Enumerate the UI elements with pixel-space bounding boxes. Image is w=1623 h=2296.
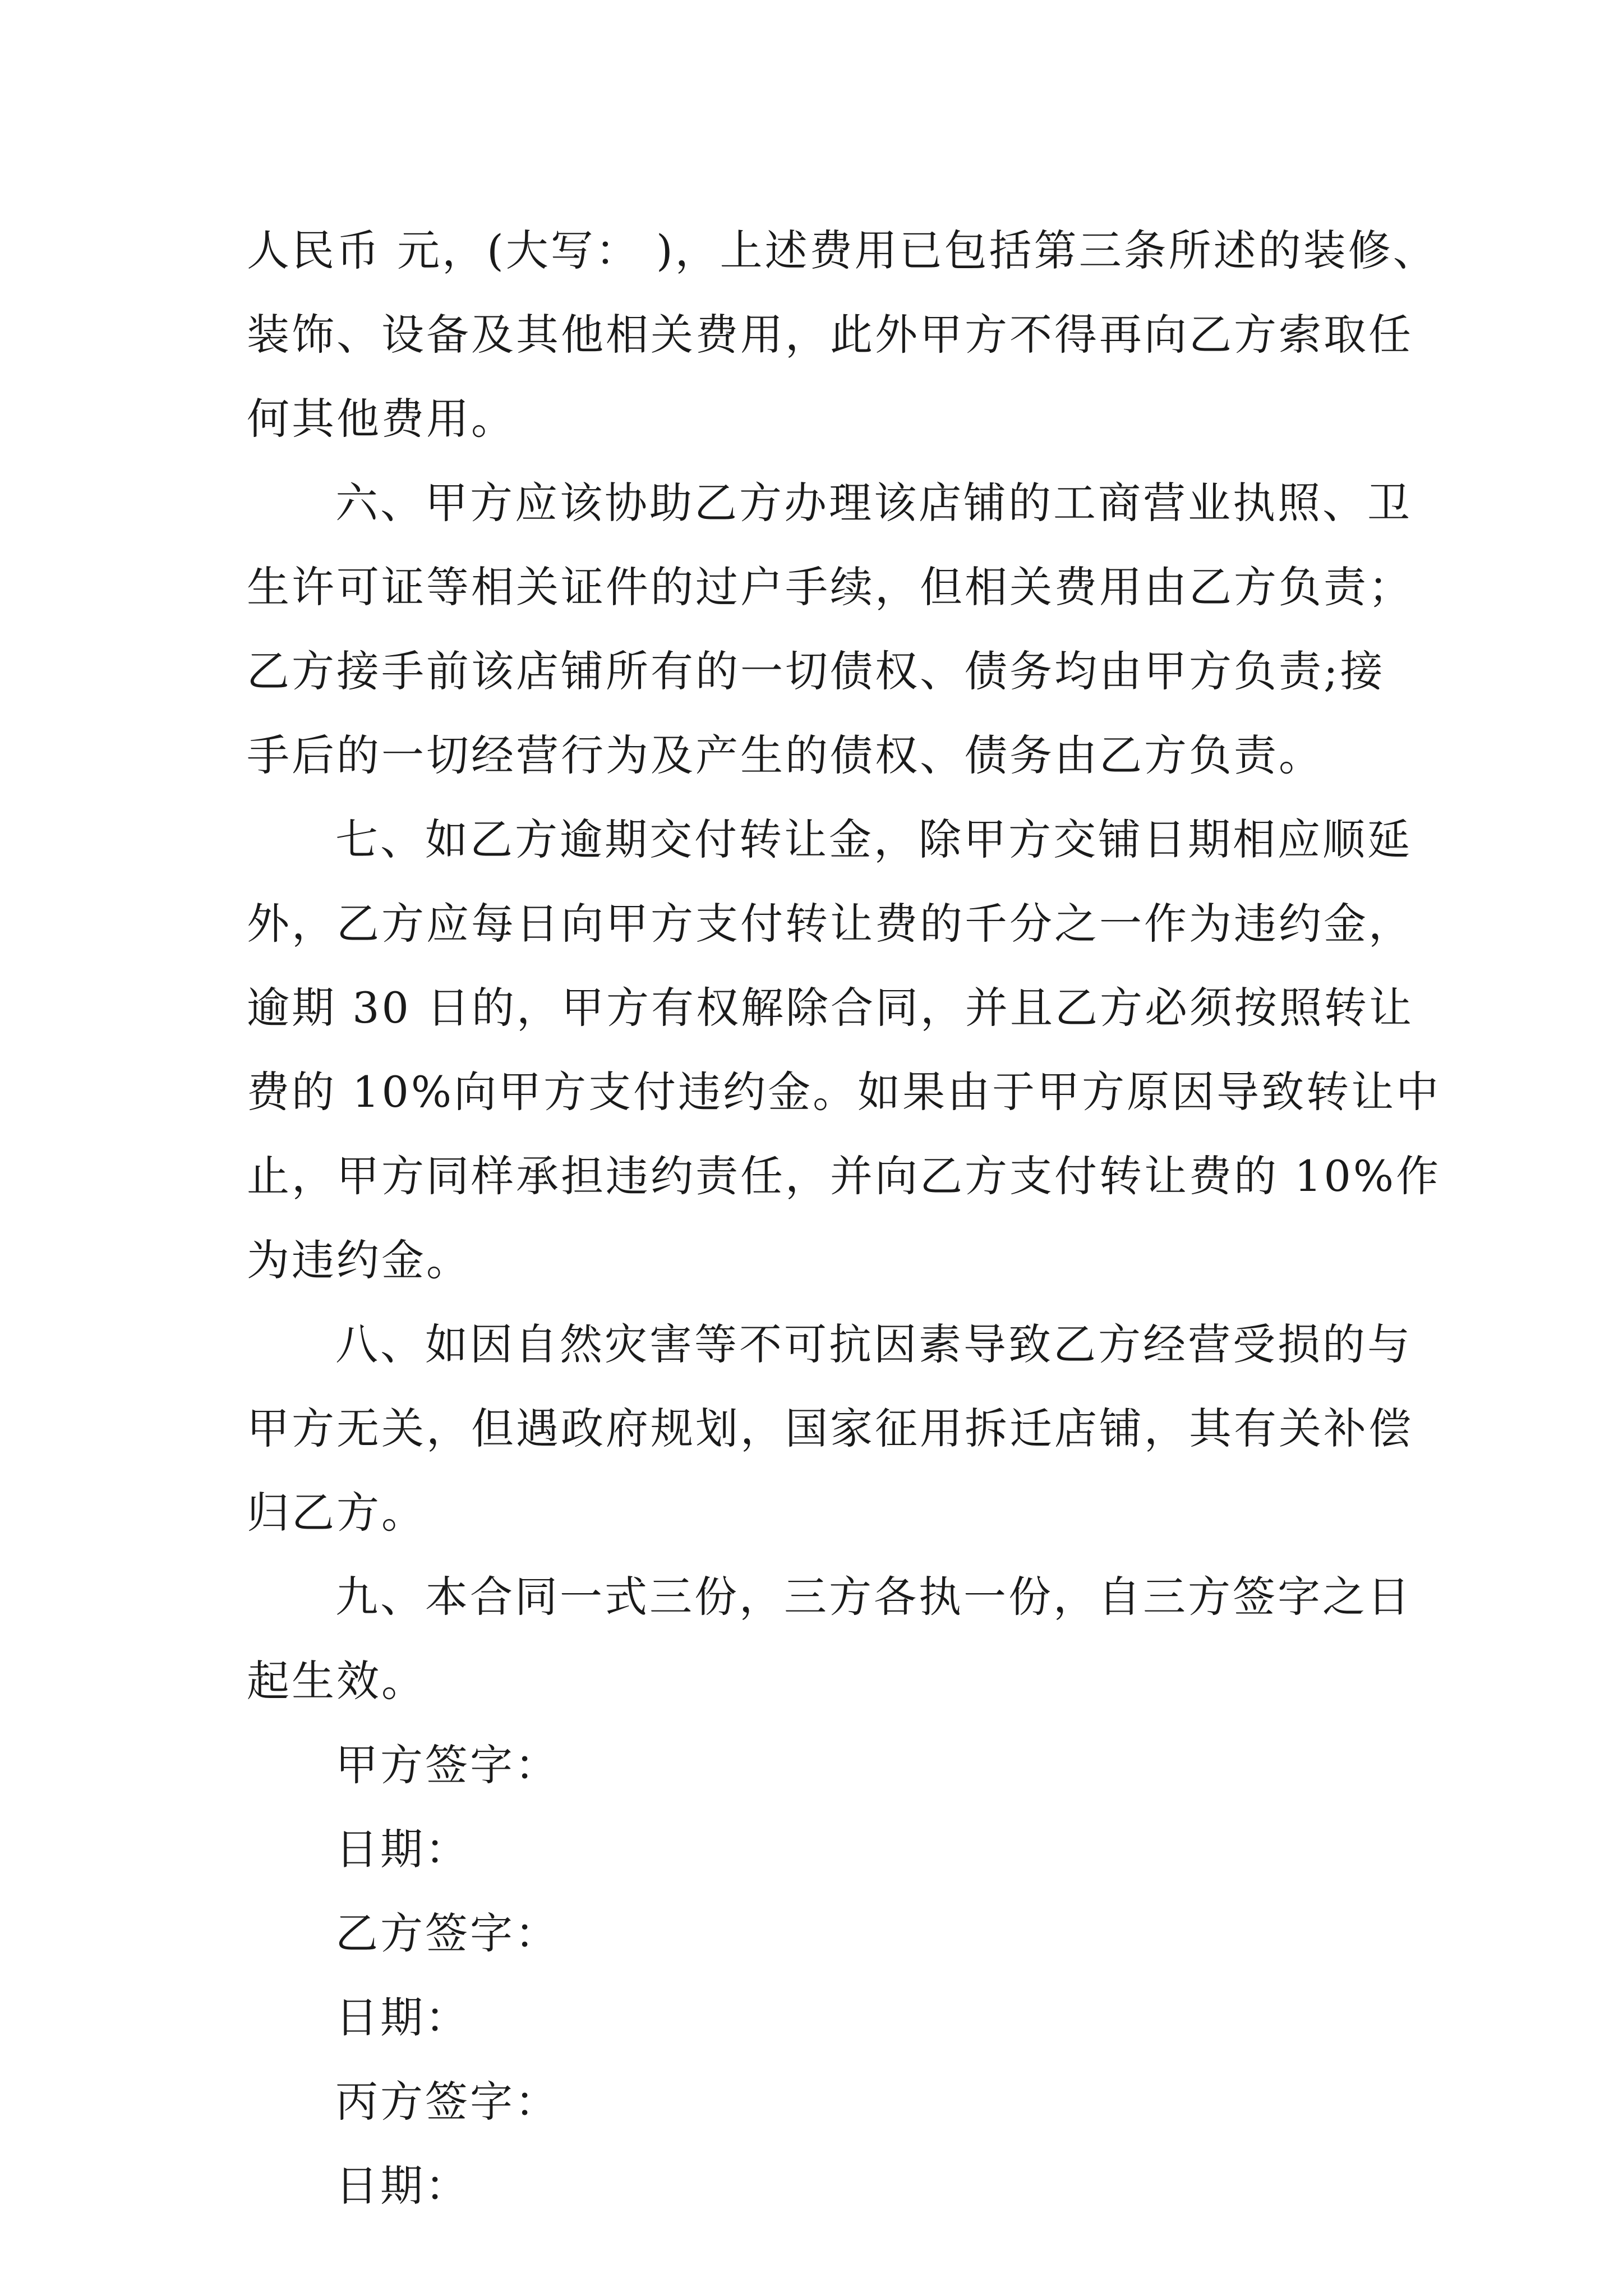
- text-line: 费的 10%向甲方支付违约金。如果由于甲方原因导致转让中: [247, 1067, 1441, 1117]
- text-line: 乙方接手前该店铺所有的一切债权、债务均由甲方负责;接: [247, 646, 1385, 696]
- text-line: 人民币 元，(大写： )，上述费用已包括第三条所述的装修、: [247, 226, 1438, 275]
- document-body: [247, 209, 1441, 2228]
- text-line: 起生效。: [247, 1656, 426, 1706]
- text-line: 何其他费用。: [247, 394, 516, 444]
- text-line: 止，甲方同样承担违约责任，并向乙方支付转让费的 10%作: [247, 1151, 1441, 1201]
- text-line: 装饰、设备及其他相关费用，此外甲方不得再向乙方索取任: [247, 310, 1413, 360]
- text-line: 甲方无关，但遇政府规划，国家征用拆迁店铺，其有关补偿: [247, 1404, 1413, 1453]
- text-line: 外，乙方应每日向甲方支付转让费的千分之一作为违约金，: [247, 899, 1413, 949]
- party-a-signature-label: 甲方签字：: [335, 1740, 560, 1790]
- text-line: 逾期 30 日的，甲方有权解除合同，并且乙方必须按照转让: [247, 983, 1414, 1033]
- text-line: 手后的一切经营行为及产生的债权、债务由乙方负责。: [247, 730, 1324, 780]
- clause-six-start: 六、甲方应该协助乙方办理该店铺的工商营业执照、卫: [335, 478, 1412, 528]
- party-b-date-label: 日期：: [335, 1993, 470, 2042]
- text-line: 归乙方。: [247, 1488, 426, 1538]
- clause-nine-start: 九、本合同一式三份，三方各执一份，自三方签字之日: [335, 1572, 1412, 1622]
- party-c-signature-label: 丙方签字：: [335, 2077, 560, 2127]
- text-line: 生许可证等相关证件的过户手续，但相关费用由乙方负责；: [247, 562, 1413, 612]
- party-a-date-label: 日期：: [335, 1824, 470, 1874]
- clause-seven-start: 七、如乙方逾期交付转让金，除甲方交铺日期相应顺延: [335, 815, 1412, 864]
- party-b-signature-label: 乙方签字：: [335, 1908, 560, 1958]
- clause-eight-start: 八、如因自然灾害等不可抗因素导致乙方经营受损的与: [335, 1319, 1412, 1369]
- party-c-date-label: 日期：: [335, 2161, 470, 2211]
- text-line: 为违约金。: [247, 1235, 471, 1285]
